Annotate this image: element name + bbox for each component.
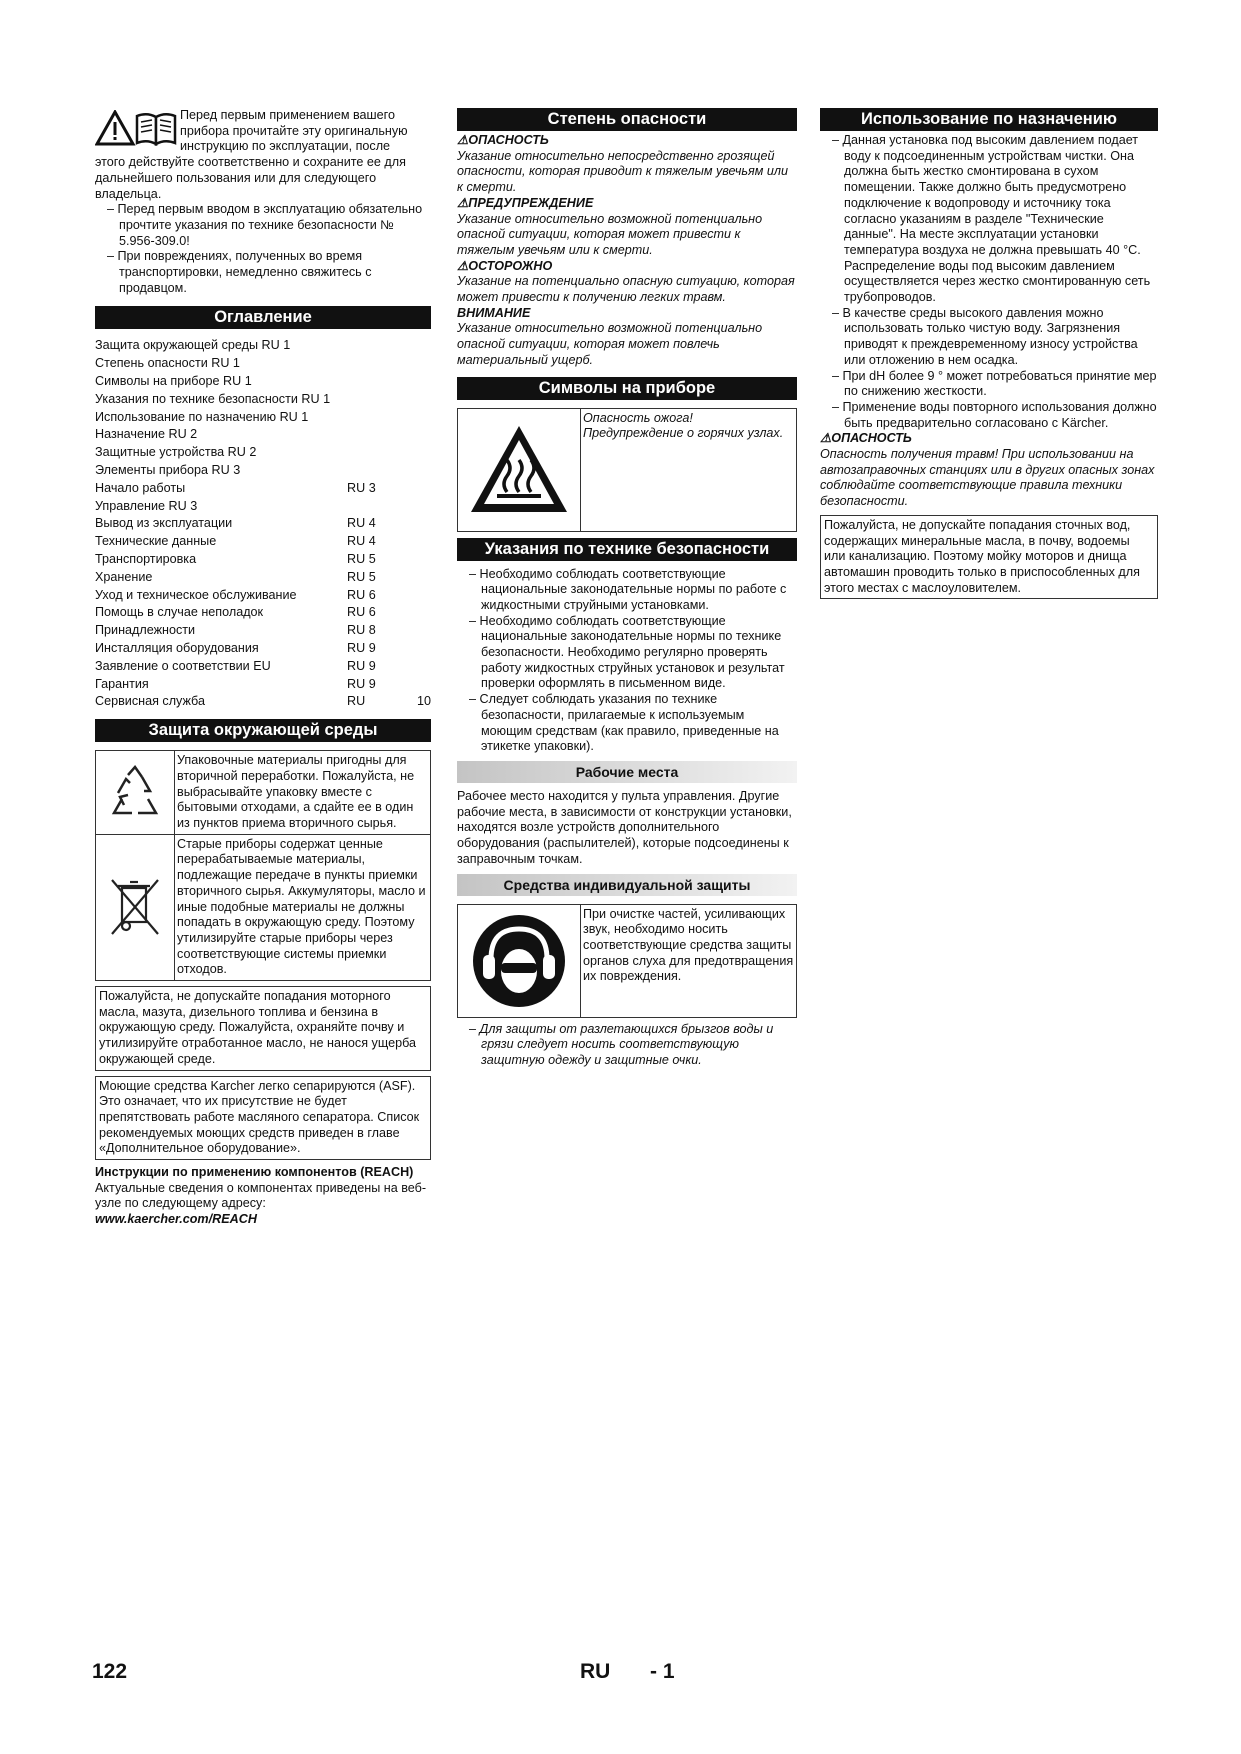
toc-item[interactable] bbox=[95, 551, 431, 569]
toc-item-title: Элементы прибора RU 3 bbox=[95, 463, 241, 478]
toc-item-title: Принадлежности bbox=[95, 623, 196, 638]
column-middle bbox=[457, 108, 797, 1069]
intro-block bbox=[95, 108, 431, 296]
toc-item[interactable] bbox=[95, 640, 431, 658]
toc-item-page: RU 5 bbox=[347, 552, 376, 566]
crossed-bin-icon bbox=[108, 876, 162, 938]
ear-eye-protection-icon bbox=[471, 913, 567, 1009]
intro-line-2: прибора прочитайте эту оригинальную bbox=[180, 123, 408, 138]
sub-page-number: - 1 bbox=[650, 1660, 675, 1683]
usage-heading: Использование по назначению bbox=[820, 108, 1158, 131]
toc-item-page: RU 6 bbox=[347, 587, 376, 602]
toc-item[interactable] bbox=[95, 569, 431, 587]
hot-surface-row bbox=[457, 408, 797, 532]
toc-item[interactable] bbox=[95, 337, 431, 355]
intro-text: этого действуйте соответственно и сохраните ее для дальнейшего пользования или для следующего владельца. bbox=[95, 155, 406, 201]
table-of-contents bbox=[95, 337, 431, 711]
toc-item-title: Назначение RU 2 bbox=[95, 427, 198, 442]
toc-item-page bbox=[347, 373, 417, 391]
toc-item[interactable] bbox=[95, 658, 431, 676]
danger-level-text: Указание на потенциально опасную ситуацию, которая может привести к получению легких травм. bbox=[457, 274, 795, 305]
ppe-row bbox=[457, 904, 797, 1018]
toc-item-title: Указания по технике безопасности RU 1 bbox=[95, 391, 331, 406]
oil-note-box: Пожалуйста, не допускайте попадания моторного масла, мазута, дизельного топлива и бензина в окружающую среду. Пожалуйста, охраняйте почву и утилизируйте отработанное масло, не нанося ущерба окружающей среде. bbox=[95, 986, 431, 1071]
toc-item-page: RU 5 bbox=[347, 569, 376, 584]
toc-item-page: RU 9 bbox=[347, 640, 376, 655]
danger-heading: Степень опасности bbox=[457, 108, 797, 131]
toc-item[interactable] bbox=[95, 480, 431, 498]
wastewater-note-box: Пожалуйста, не допускайте попадания сточных вод, содержащих минеральные масла, в почву, водоемы или канализацию. Поэтому мойку моторов и днища автомашин проводить только в приспособленных для этого местах с маслоуловителем. bbox=[820, 515, 1158, 600]
env-symbol-table bbox=[95, 750, 431, 981]
disposal-row bbox=[95, 835, 431, 981]
recycling-icon bbox=[108, 765, 162, 819]
toc-item-page: RU 3 bbox=[347, 480, 376, 495]
toc-item-title: Заявление о соответствии EU bbox=[95, 658, 271, 673]
intro-bullet: – При повреждениях, полученных во время транспортировки, немедленно свяжитесь с продавцом. bbox=[107, 249, 372, 295]
toc-item[interactable] bbox=[95, 587, 431, 605]
toc-item-title: Использование по назначению RU 1 bbox=[95, 409, 309, 424]
reach-link[interactable]: www.kaercher.com/REACH bbox=[95, 1212, 257, 1227]
reach-title: Инструкции по применению компонентов (REACH) bbox=[95, 1165, 414, 1180]
danger-level-label: ⚠ОСТОРОЖНО bbox=[457, 258, 553, 273]
danger-level-text: Указание относительно непосредственно грозящей опасности, которая приводит к тяжелым увечьям или к смерти. bbox=[457, 148, 788, 195]
toc-item-page bbox=[347, 355, 417, 373]
toc-item[interactable] bbox=[95, 693, 431, 711]
toc-heading: Оглавление bbox=[95, 306, 431, 329]
reach-text: Актуальные сведения о компонентах приведены на веб-узле по следующему адресу: bbox=[95, 1180, 427, 1211]
intro-line-1: Перед первым применением вашего bbox=[180, 108, 395, 122]
manual-book-icon bbox=[137, 114, 175, 144]
toc-item-page: RU 4 bbox=[347, 516, 376, 531]
page-number: 122 bbox=[92, 1660, 128, 1683]
toc-item-title: Начало работы bbox=[95, 480, 186, 495]
workplace-heading: Рабочие места bbox=[457, 761, 797, 783]
toc-item-page: RU 6 bbox=[347, 605, 376, 620]
toc-item-title: Символы на приборе RU 1 bbox=[95, 374, 252, 389]
usage-danger-label: ⚠ОПАСНОСТЬ bbox=[820, 431, 912, 446]
toc-item-page bbox=[347, 444, 417, 462]
safety-bullet: – Необходимо соблюдать соответствующие национальные законодательные нормы по технике безопасности. Необходимо регулярно проверять работу жидкостных струйных установок и результат проверки оформлять в письменном виде. bbox=[469, 613, 785, 691]
column-left bbox=[95, 108, 431, 1228]
danger-level-text: Указание относительно возможной потенциально опасной ситуации, которая может повлечь материальный ущерб. bbox=[457, 321, 763, 367]
column-right bbox=[820, 108, 1158, 604]
env-heading: Защита окружающей среды bbox=[95, 719, 431, 742]
workplace-text: Рабочее место находится у пульта управления. Другие рабочие места, в зависимости от конструкции установки, находятся возле устройств дополнительного оборудования (распылителей), которые подсоединены к заправочным точкам. bbox=[457, 788, 792, 866]
toc-item-title: Транспортировка bbox=[95, 552, 197, 566]
safety-bullet: – Необходимо соблюдать соответствующие национальные законодательные нормы по работе с жидкостными струйными установками. bbox=[469, 566, 787, 612]
ppe-text: При очистке частей, усиливающих звук, необходимо носить соответствующие средства защиты органов слуха для предотвращения их повреждения. bbox=[583, 906, 794, 984]
recycle-row bbox=[95, 750, 431, 835]
toc-item-title: Вывод из эксплуатации bbox=[95, 516, 233, 531]
toc-item-page: RU 8 bbox=[347, 623, 376, 638]
toc-item[interactable] bbox=[95, 409, 431, 427]
toc-item[interactable] bbox=[95, 391, 431, 409]
toc-item[interactable] bbox=[95, 676, 431, 694]
toc-item-page-extra: 10 bbox=[416, 694, 431, 709]
toc-item-page bbox=[347, 498, 417, 516]
intro-bullet: – Перед первым вводом в эксплуатацию обязательно прочтите указания по технике безопасности № 5.956-309.0! bbox=[107, 202, 423, 248]
toc-item[interactable] bbox=[95, 444, 431, 462]
toc-item[interactable] bbox=[95, 533, 431, 551]
toc-item-title: Технические данные bbox=[95, 534, 217, 549]
toc-item-page: RU 9 bbox=[347, 676, 376, 691]
danger-level-label: ⚠ПРЕДУПРЕЖДЕНИЕ bbox=[457, 195, 594, 210]
toc-item-page bbox=[347, 337, 417, 355]
toc-item[interactable] bbox=[95, 515, 431, 533]
toc-item-title: Уход и техническое обслуживание bbox=[95, 587, 297, 602]
toc-item[interactable] bbox=[95, 426, 431, 444]
toc-item[interactable] bbox=[95, 604, 431, 622]
toc-item[interactable] bbox=[95, 498, 431, 516]
warning-triangle-icon bbox=[95, 110, 177, 146]
intro-line-3: инструкцию по эксплуатации, после bbox=[180, 139, 391, 154]
toc-item-title: Управление RU 3 bbox=[95, 498, 198, 513]
ppe-note: – Для защиты от разлетающихся брызгов воды и грязи следует носить соответствующую защитную одежду и защитные очки. bbox=[469, 1021, 774, 1067]
asf-note-box: Моющие средства Karcher легко сепарируются (ASF). Это означает, что их присутствие не будет препятствовать работе масляного сепаратора. Список рекомендуемых моющих средств приведен в главе «Дополнительное оборудование». bbox=[95, 1076, 431, 1161]
toc-item-title: Защита окружающей среды RU 1 bbox=[95, 338, 291, 353]
usage-danger-text: Опасность получения травм! При использовании на автозаправочных станциях или в других опасных зонах соблюдайте соответствующие правила техники безопасности. bbox=[820, 447, 1155, 509]
safety-bullet: – Следует соблюдать указания по технике безопасности, прилагаемые к используемым моющим средствам (как правило, приведенные на этикетке упаковки). bbox=[469, 692, 779, 754]
usage-bullet: – Применение воды повторного использования должно быть предварительно согласовано с Kärcher. bbox=[832, 399, 1157, 430]
hot-surface-text: Опасность ожога! Предупреждение о горячих узлах. bbox=[583, 410, 784, 441]
usage-bullet: – При dH более 9 ° может потребоваться принятие мер по снижению жесткости. bbox=[832, 368, 1157, 399]
toc-item-title: Сервисная служба bbox=[95, 694, 205, 709]
toc-item-page: RU 9 bbox=[347, 658, 376, 673]
ppe-heading: Средства индивидуальной защиты bbox=[457, 874, 797, 896]
safety-heading: Указания по технике безопасности bbox=[457, 538, 797, 561]
toc-item-page bbox=[347, 462, 417, 480]
language-code: RU bbox=[580, 1660, 611, 1683]
recycle-text: Упаковочные материалы пригодны для вторичной переработки. Пожалуйста, не выбрасывайте упаковку вместе с бытовыми отходами, а сдайте ее в один из пунктов приема вторичного сырья. bbox=[177, 753, 415, 830]
toc-item-page: RU 4 bbox=[347, 534, 376, 549]
symbols-heading: Символы на приборе bbox=[457, 377, 797, 400]
toc-item[interactable] bbox=[95, 622, 431, 640]
toc-item-title: Гарантия bbox=[95, 676, 149, 691]
toc-item-title: Степень опасности RU 1 bbox=[95, 356, 240, 371]
toc-item-page bbox=[347, 426, 417, 444]
hot-surface-warning-icon bbox=[467, 422, 571, 518]
usage-bullet: – Данная установка под высоким давлением подает воду к подсоединенным устройствам чистки. Она должна быть жестко смонтирована в сухом помещении. Также должно быть предусмотрено подключение к водопроводу и источнику тока согласно указаниям в разделе "Технические данные". На месте эксплуатации установки температура воздуха не должна превышать 40 °C. Распределение воды под высоким давлением осуществляется через жестко смонтированную сеть трубопроводов. bbox=[832, 133, 1151, 305]
toc-item-title: Хранение bbox=[95, 569, 153, 584]
usage-bullet: – В качестве среды высокого давления можно использовать только чистую воду. Загрязнения приводят к преждевременному износу устройства или отложению в нем осадка. bbox=[832, 305, 1138, 367]
toc-item[interactable] bbox=[95, 373, 431, 391]
toc-item[interactable] bbox=[95, 462, 431, 480]
toc-item-title: Инсталляция оборудования bbox=[95, 640, 259, 655]
danger-level-text: Указание относительно возможной потенциально опасной ситуации, которая может привести к тяжелым увечьям или к смерти. bbox=[457, 211, 763, 257]
toc-item-page: RU bbox=[346, 694, 366, 709]
toc-item-title: Помощь в случае неполадок bbox=[95, 605, 264, 620]
toc-item-page bbox=[347, 391, 417, 409]
toc-item-page bbox=[347, 409, 417, 427]
toc-item[interactable] bbox=[95, 355, 431, 373]
disposal-text: Старые приборы содержат ценные перерабатываемые материалы, подлежащие передаче в пункты приемки вторичного сырья. Аккумуляторы, масло и иные подобные материалы не должны попадать в окружающую среду. Поэтому утилизируйте старые приборы через соответствующие системы приемки отходов. bbox=[177, 836, 426, 977]
toc-item-title: Защитные устройства RU 2 bbox=[95, 445, 257, 460]
danger-level-label: ВНИМАНИЕ bbox=[457, 305, 531, 320]
danger-level-label: ⚠ОПАСНОСТЬ bbox=[457, 133, 549, 147]
